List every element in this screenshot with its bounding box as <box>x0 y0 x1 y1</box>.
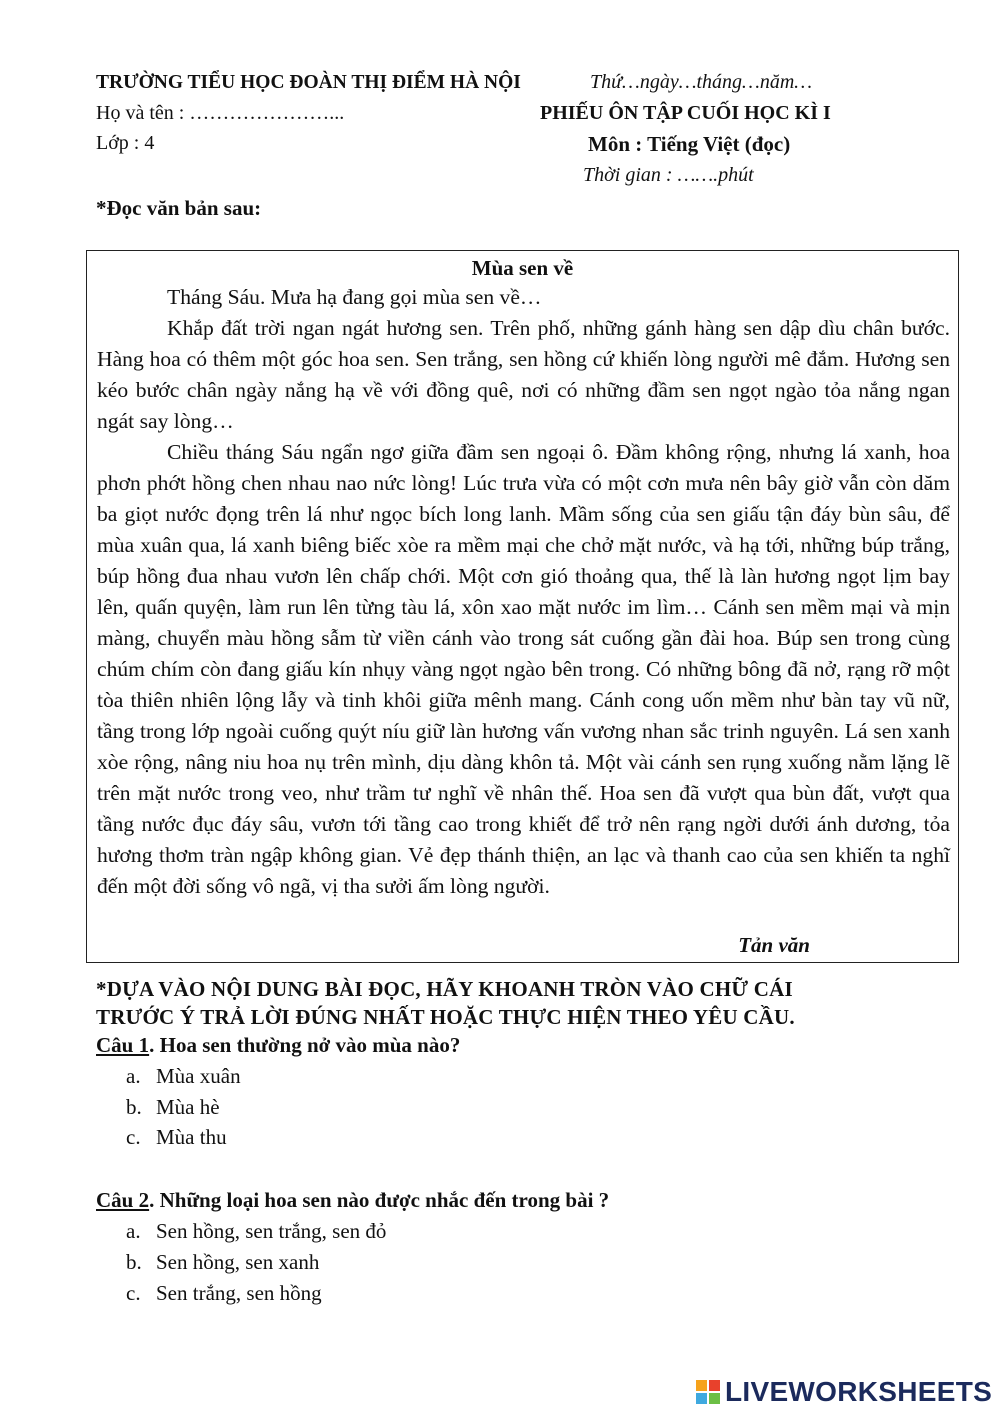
option-letter: c. <box>126 1125 141 1149</box>
option-text: Sen hồng, sen trắng, sen đỏ <box>156 1219 387 1243</box>
liveworksheets-logo <box>696 1375 992 1409</box>
question-1 <box>96 1033 460 1058</box>
passage-text <box>97 282 950 902</box>
question-number: Câu 2 <box>96 1188 150 1212</box>
brand-name: LIVEWORKSHEETS <box>725 1376 993 1407</box>
class-line: Lớp : 4 <box>96 132 155 154</box>
question-number: Câu 1 <box>96 1033 150 1057</box>
option-letter: b. <box>126 1095 142 1119</box>
logo-block <box>709 1393 720 1404</box>
read-instruction: *Đọc văn bản sau: <box>96 196 262 220</box>
instruction-line-1: *DỰA VÀO NỘI DUNG BÀI ĐỌC, HÃY KHOANH TRÒN VÀO CHỮ CÁI <box>96 977 793 1001</box>
question-2 <box>96 1188 609 1213</box>
passage-paragraph: Tháng Sáu. Mưa hạ đang gọi mùa sen về… <box>167 285 542 309</box>
instruction-line-2: TRƯỚC Ý TRẢ LỜI ĐÚNG NHẤT HOẶC THỰC HIỆN THEO YÊU CẦU. <box>96 1005 795 1029</box>
passage-author: Tản văn <box>738 933 810 957</box>
question-2-option-b[interactable] <box>126 1250 319 1275</box>
option-letter: a. <box>126 1064 141 1088</box>
subject-line: Môn : Tiếng Việt (đọc) <box>588 132 791 156</box>
passage-paragraph: Khắp đất trời ngan ngát hương sen. Trên phố, những gánh hàng sen dập dìu chân bước. Hàng hoa có thêm một góc hoa sen. Sen trắng, sen hồng cứ khiến lòng người mê đắm. Hương sen kéo bước chân ngày nắng hạ về với đồng quê, nơi có những đầm sen ngọt ngào tỏa nắng ngan ngát say lòng… <box>97 316 950 433</box>
option-letter: a. <box>126 1219 141 1243</box>
option-letter: c. <box>126 1281 141 1305</box>
option-letter: b. <box>126 1250 142 1274</box>
question-1-option-a[interactable] <box>126 1064 241 1089</box>
worksheet-title: PHIẾU ÔN TẬP CUỐI HỌC KÌ I <box>540 102 831 124</box>
date-line: Thứ…ngày…tháng…năm… <box>590 71 813 93</box>
passage-title: Mùa sen về <box>471 256 574 280</box>
question-2-option-a[interactable] <box>126 1219 386 1244</box>
question-2-option-c[interactable] <box>126 1281 322 1306</box>
school-name: TRƯỜNG TIỂU HỌC ĐOÀN THỊ ĐIỂM HÀ NỘI <box>96 72 521 93</box>
question-1-option-c[interactable] <box>126 1125 227 1150</box>
time-line: Thời gian : …….phút <box>583 164 754 186</box>
logo-blocks-icon <box>696 1380 720 1404</box>
option-text: Sen trắng, sen hồng <box>156 1281 322 1305</box>
logo-block <box>696 1393 707 1404</box>
logo-block <box>696 1380 707 1391</box>
passage-paragraph: Chiều tháng Sáu ngẩn ngơ giữa đầm sen ngoại ô. Đầm không rộng, nhưng lá xanh, hoa phơn phớt hồng chen nhau nao nức lòng! Lúc trưa vừa có một cơn mưa nên bây giờ vẫn còn dăm ba giọt nước đọng trên lá như ngọc bích long lanh. Mầm sống của sen giấu tận đáy bùn sâu, để mùa xuân qua, lá xanh biêng biếc xòe ra mềm mại che chở mặt nước, và hạ tới, những búp trắng, búp hồng đua nhau vươn lên chấp chới. Một cơn gió thoảng qua, thế là làn hương ngọt lịm bay lên, quấn quyện, làm run lên từng tàu lá, xôn xao mặt nước im lìm… Cánh sen mềm mại và mịn màng, chuyển màu hồng sẫm từ viền cánh vào trong sát cuống gần đài hoa. Búp sen trong cùng chúm chím còn đang giấu kín nhụy vàng ngọt ngào bên trong. Có những bông đã nở, rạng rỡ một tòa thiên nhiên lộng lẫy và tinh khôi giữa mênh mang. Cánh cong uốn mềm như bàn tay vũ nữ, tầng trong lớp ngoài cuống quýt níu giữ làn hương vấn vương nhan sắc trinh nguyên. Lá sen xanh xòe rộng, nâng niu hoa nụ trên mình, dịu dàng khôn tả. Một vài cánh sen rụng xuống nằm lặng lẽ trên mặt nước trong veo, như trầm tư nghĩ về nhân thế. Hoa sen đã vượt qua bùn đất, vượt qua tầng nước đục đáy sâu, vươn tới tầng cao trong khiết để trở nên rạng ngời dưới ánh dương, tỏa hương thơm tràn ngập không gian. Vẻ đẹp thánh thiện, an lạc và thanh cao của sen khiến ta nghĩ đến một đời sống vô ngã, vị tha sưởi ấm lòng người. <box>97 440 950 898</box>
student-name-line: Họ và tên : …………………... <box>96 102 345 124</box>
option-text: Mùa thu <box>156 1125 227 1149</box>
question-text: . Hoa sen thường nở vào mùa nào? <box>149 1033 461 1057</box>
logo-block <box>709 1380 720 1391</box>
option-text: Sen hồng, sen xanh <box>156 1250 320 1274</box>
question-text: . Những loại hoa sen nào được nhắc đến trong bài ? <box>149 1188 610 1212</box>
passage-box <box>86 250 959 963</box>
option-text: Mùa hè <box>156 1095 220 1119</box>
option-text: Mùa xuân <box>156 1064 241 1088</box>
question-1-option-b[interactable] <box>126 1095 220 1120</box>
